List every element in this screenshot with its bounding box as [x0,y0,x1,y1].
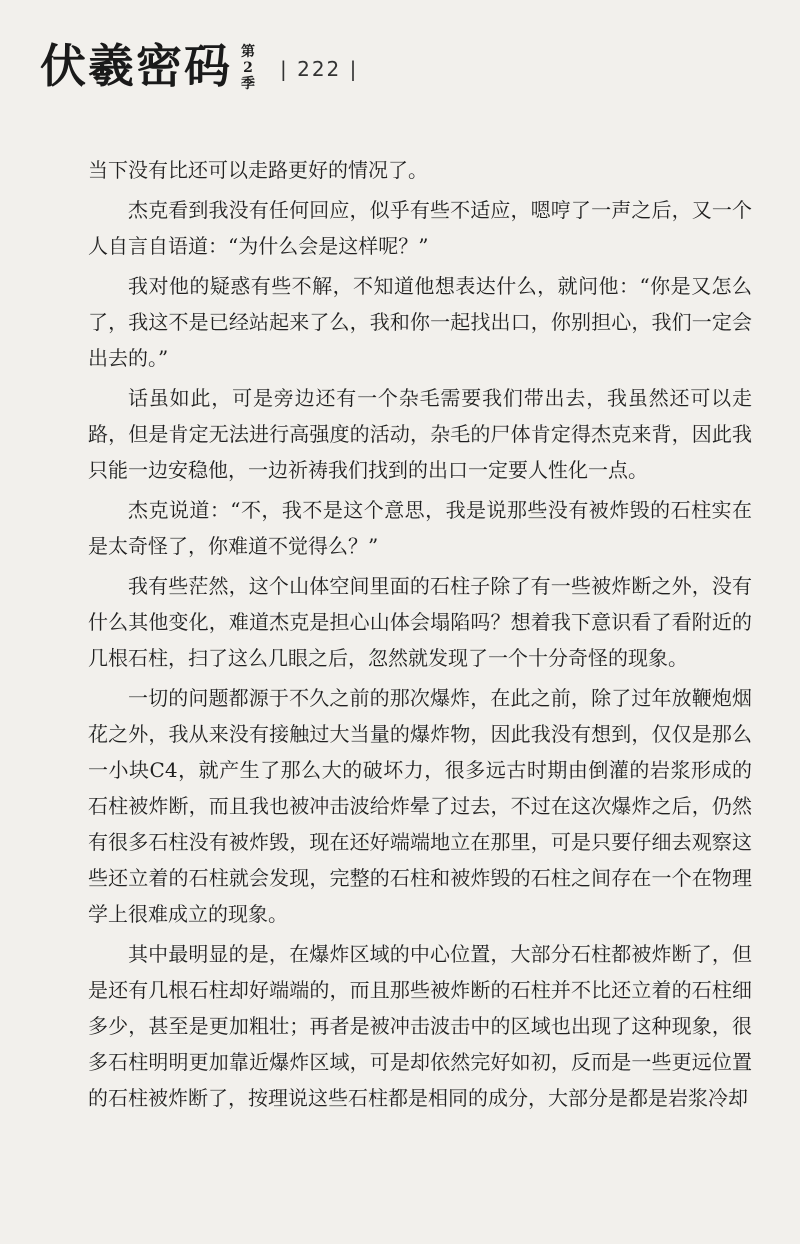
page-header [40,36,760,96]
paragraph: 杰克看到我没有任何回应，似乎有些不适应，嗯哼了一声之后，又一个人自言自语道：“为什么会是这样呢？” [88,198,752,258]
paragraph: 杰克说道：“不，我不是这个意思，我是说那些没有被炸毁的石柱实在是太奇怪了，你难道不觉得么？” [88,498,752,558]
paragraph: 其中最明显的是，在爆炸区域的中心位置，大部分石柱都被炸断了，但是还有几根石柱却好端端的，而且那些被炸断的石柱并不比还立着的石柱细多少，甚至是更加粗壮；再者是被冲击波击中的区域也出现了这种现象，很多石柱明明更加靠近爆炸区域，可是却依然完好如初，反而是一些更远位置的石柱被炸断了，按理说这些石柱都是相同的成分，大部分是都是岩浆冷却 [88,942,752,1110]
season-label: 第2季 [241,44,255,92]
paragraph: 我对他的疑惑有些不解，不知道他想表达什么，就问他：“你是又怎么了，我这不是已经站起来了么，我和你一起找出口，你别担心，我们一定会出去的。” [88,274,752,370]
paragraph: 话虽如此，可是旁边还有一个杂毛需要我们带出去，我虽然还可以走路，但是肯定无法进行高强度的活动，杂毛的尸体肯定得杰克来背，因此我只能一边安稳他，一边祈祷我们找到的出口一定要人性化一点。 [88,386,752,482]
page-number: | 222 | [280,57,359,81]
book-title: 伏羲密码 [40,39,232,93]
page-body [88,152,752,1120]
paragraph: 我有些茫然，这个山体空间里面的石柱子除了有一些被炸断之外，没有什么其他变化，难道杰克是担心山体会塌陷吗？想着我下意识看了看附近的几根石柱，扫了这么几眼之后，忽然就发现了一个十分奇怪的现象。 [88,574,752,670]
paragraph: 当下没有比还可以走路更好的情况了。 [88,158,428,182]
paragraph: 一切的问题都源于不久之前的那次爆炸，在此之前，除了过年放鞭炮烟花之外，我从来没有接触过大当量的爆炸物，因此我没有想到，仅仅是那么一小块C4，就产生了那么大的破坏力，很多远古时期由倒灌的岩浆形成的石柱被炸断，而且我也被冲击波给炸晕了过去，不过在这次爆炸之后，仍然有很多石柱没有被炸毁，现在还好端端地立在那里，可是只要仔细去观察这些还立着的石柱就会发现，完整的石柱和被炸毁的石柱之间存在一个在物理学上很难成立的现象。 [88,686,752,926]
